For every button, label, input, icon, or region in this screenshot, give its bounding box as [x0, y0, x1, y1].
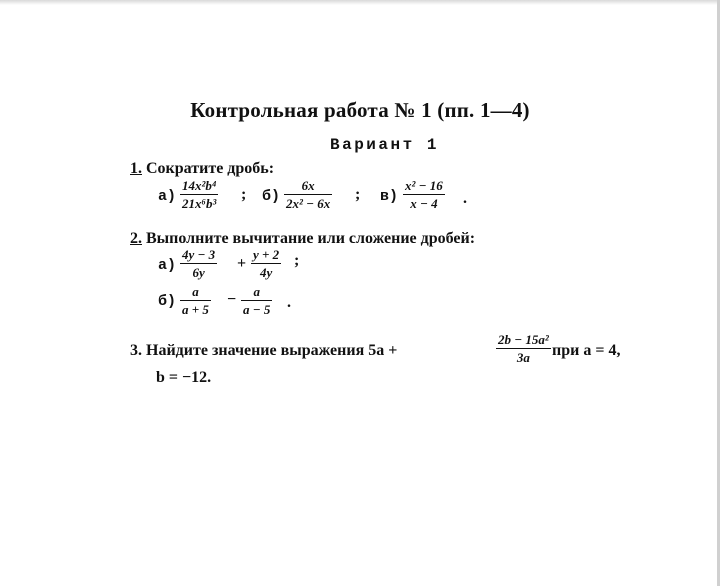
task2-a-fraction-1 [180, 247, 217, 280]
task2-b-end: . [287, 294, 291, 311]
task2-b-f2-denominator: a − 5 [243, 302, 271, 317]
task1-b-denominator: 2x² − 6x [286, 196, 331, 211]
task2-a-f2-denominator: 4y [259, 265, 273, 280]
task1-c-denominator: x − 4 [410, 196, 438, 211]
task1-c-label: в) [380, 188, 399, 205]
task2-a-f2-numerator: y + 2 [253, 247, 280, 262]
task2-a-label: а) [158, 257, 177, 274]
task2-a-f1-numerator: 4y − 3 [182, 247, 216, 262]
task1-b-label: б) [262, 188, 281, 205]
fraction-bar [403, 194, 445, 195]
task1-heading [130, 160, 274, 178]
task2-text: Выполните вычитание или сложение дробей: [146, 230, 476, 247]
task1-b-fraction [284, 178, 332, 211]
task1-c-fraction [403, 178, 445, 211]
task3-text-after: при a = 4, [552, 342, 621, 359]
task2-b-fraction-2 [241, 284, 272, 317]
variant-heading: Вариант 1 [330, 136, 439, 154]
task3-line-1 [130, 342, 397, 360]
task1-b-separator: ; [355, 186, 361, 203]
task3-fraction [496, 332, 551, 365]
fraction-bar [241, 300, 272, 301]
task2-b-f1-denominator: a + 5 [182, 302, 209, 317]
task3-line-2: b = −12. [156, 369, 212, 386]
task1-a-fraction [180, 178, 218, 211]
page-top-edge [0, 0, 720, 5]
task1-a-label: а) [158, 188, 177, 205]
task1-number: 1. [130, 160, 142, 177]
task1-a-denominator: 21x⁶b³ [182, 196, 217, 211]
fraction-bar [496, 348, 551, 349]
task3-text-before: Найдите значение выражения 5a + [146, 342, 398, 359]
task1-a-separator: ; [241, 186, 247, 203]
fraction-bar [251, 263, 281, 264]
task2-b-f1-numerator: a [192, 284, 199, 299]
fraction-bar [284, 194, 332, 195]
task2-number: 2. [130, 230, 142, 247]
task2-heading [130, 230, 475, 248]
task2-a-operator: + [237, 255, 247, 272]
task3-numerator: 2b − 15a² [498, 332, 549, 347]
fraction-bar [180, 263, 217, 264]
page-title: Контрольная работа № 1 (пп. 1—4) [190, 98, 530, 122]
fraction-bar [180, 300, 211, 301]
task2-b-f2-numerator: a [253, 284, 260, 299]
task2-b-label: б) [158, 293, 177, 310]
fraction-bar [180, 194, 218, 195]
task2-a-f1-denominator: 6y [192, 265, 205, 280]
task1-a-numerator: 14x²b⁴ [182, 178, 217, 193]
task3-number: 3. [130, 342, 142, 359]
task1-b-numerator: 6x [301, 178, 315, 193]
task3-denominator: 3a [516, 350, 530, 365]
task2-a-separator: ; [294, 252, 300, 269]
task2-b-operator: − [227, 291, 237, 308]
task2-a-fraction-2 [251, 247, 281, 280]
task1-c-end: . [463, 190, 467, 207]
task1-text: Сократите дробь: [146, 160, 275, 177]
task2-b-fraction-1 [180, 284, 211, 317]
task1-c-numerator: x² − 16 [405, 178, 443, 193]
